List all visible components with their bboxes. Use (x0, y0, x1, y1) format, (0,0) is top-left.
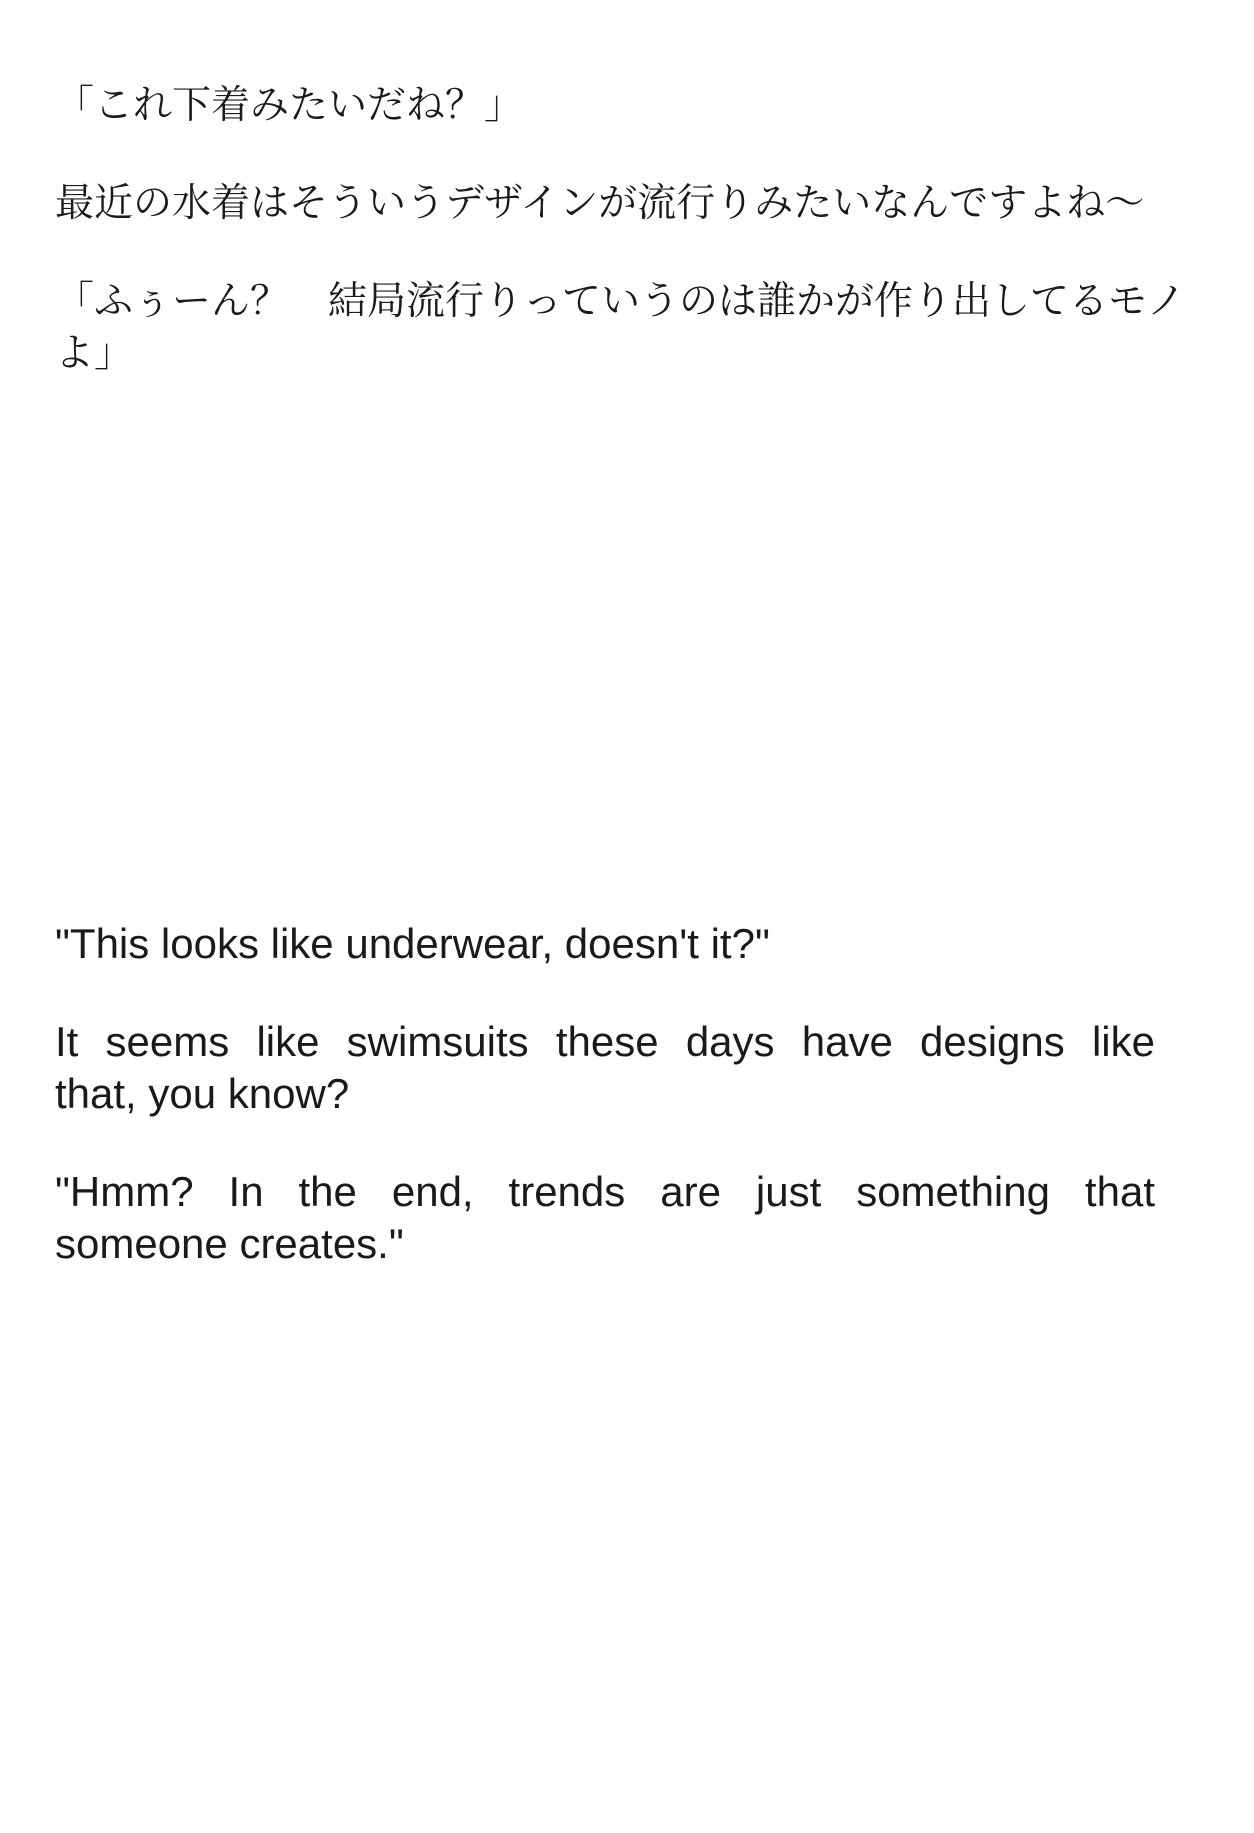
english-text-block (55, 918, 1190, 1270)
jp-paragraph-1 (55, 80, 1190, 132)
en-paragraph-3-line-2: someone creates." (55, 1220, 404, 1267)
jp-paragraph-2 (55, 178, 1190, 230)
jp-paragraph-1-line-1: 「これ下着みたいだね？」 (55, 84, 524, 127)
en-paragraph-2 (55, 1016, 1190, 1120)
en-paragraph-1-line-1: "This looks like underwear, doesn't it?" (55, 920, 770, 967)
jp-paragraph-2-line-1: 最近の水着はそういうデザインが流行りみたいなんですよね～ (55, 182, 1145, 225)
jp-paragraph-3-line-1: 「ふぅーん？ 結局流行りっていうのは誰かが作り出してるモノ (55, 280, 1186, 323)
jp-paragraph-3 (55, 276, 1190, 380)
en-paragraph-3-line-1: "Hmm? In the end, trends are just something that (55, 1168, 1155, 1215)
en-paragraph-2-line-1: It seems like swimsuits these days have designs like (55, 1018, 1155, 1065)
japanese-text-block (55, 80, 1190, 380)
en-paragraph-1 (55, 918, 1190, 970)
jp-paragraph-3-line-2: よ」 (55, 332, 134, 375)
en-paragraph-2-line-2: that, you know? (55, 1070, 350, 1117)
en-paragraph-3 (55, 1166, 1190, 1270)
